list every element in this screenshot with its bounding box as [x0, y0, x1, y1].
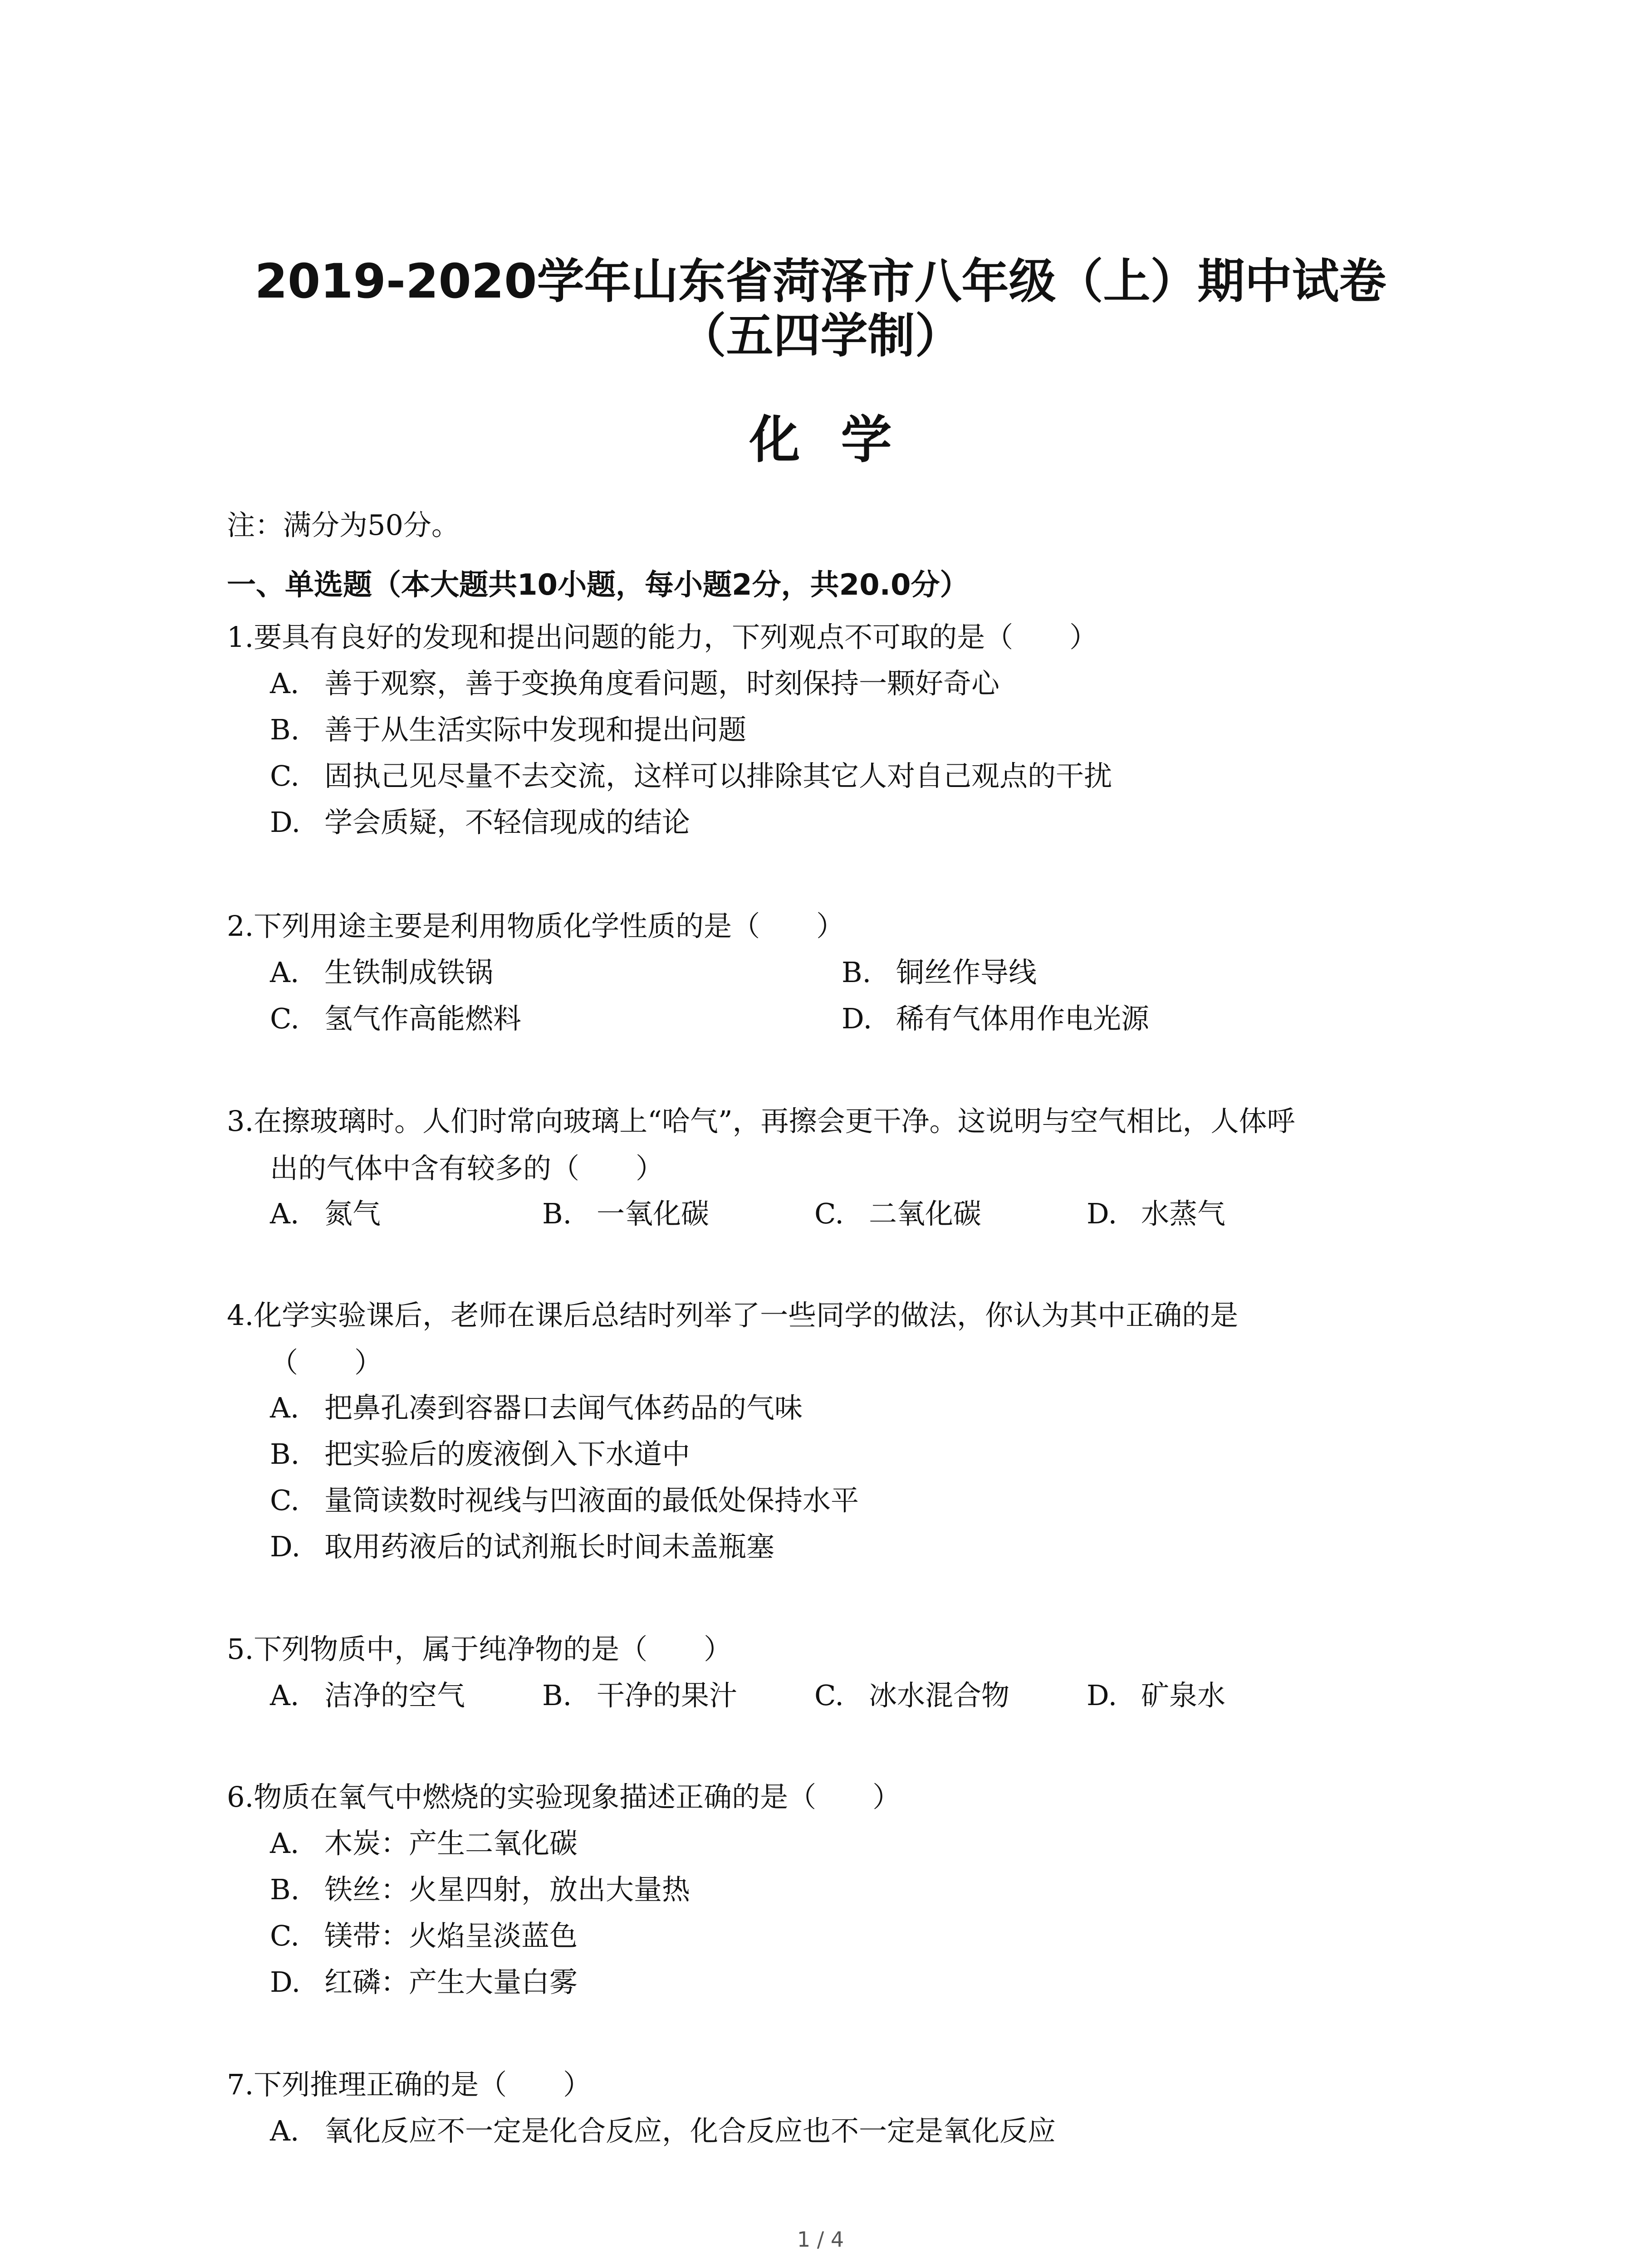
option-text: 生铁制成铁锅: [324, 956, 494, 989]
option-b: [270, 706, 746, 753]
option-text: 学会质疑，不轻信现成的结论: [324, 806, 691, 839]
option-letter: A.: [270, 1827, 299, 1860]
option-d: [270, 1523, 774, 1570]
question-number: 2.: [227, 909, 254, 943]
option-letter: B.: [270, 1437, 300, 1471]
option-letter: B.: [842, 956, 872, 989]
option-b: [270, 1866, 690, 1913]
option-a: [270, 1384, 803, 1432]
option-letter: B.: [542, 1679, 572, 1712]
exam-title-line2: （五四学制）: [679, 308, 962, 363]
option-b: [542, 1190, 709, 1237]
option-text: 固执己见尽量不去交流，这样可以排除其它人对自己观点的干扰: [324, 759, 1112, 792]
option-text: 一氧化碳: [597, 1197, 710, 1230]
option-text: 洁净的空气: [324, 1679, 465, 1712]
option-letter: C.: [814, 1679, 844, 1712]
option-text: 二氧化碳: [869, 1197, 982, 1230]
option-text: 善于从生活实际中发现和提出问题: [324, 713, 747, 746]
option-letter: D.: [270, 1530, 301, 1563]
option-c: [814, 1672, 1009, 1719]
option-text: 稀有气体用作电光源: [896, 1002, 1150, 1035]
option-a: [270, 1190, 381, 1237]
option-text: 镁带：火焰呈淡蓝色: [324, 1919, 578, 1952]
exam-title: 2019-2020学年山东省菏泽市八年级（上）期中试卷: [255, 254, 1386, 309]
option-letter: A.: [270, 1391, 299, 1424]
option-letter: C.: [270, 759, 299, 792]
score-note: 注：满分为50分。: [227, 508, 460, 542]
option-text: 氢气作高能燃料: [324, 1002, 522, 1035]
option-letter: D.: [270, 806, 301, 839]
option-text: 铜丝作导线: [896, 956, 1037, 989]
option-text: 冰水混合物: [869, 1679, 1010, 1712]
option-letter: D.: [270, 1965, 301, 1999]
option-letter: A.: [270, 956, 299, 989]
subject-title: 化学: [749, 411, 933, 469]
option-letter: A.: [270, 2114, 299, 2147]
option-text: 干净的果汁: [597, 1679, 738, 1712]
option-text: 红磷：产生大量白雾: [324, 1965, 578, 1999]
option-letter: B.: [542, 1197, 572, 1230]
option-b: [270, 1431, 690, 1478]
option-text: 把鼻孔凑到容器口去闻气体药品的气味: [324, 1391, 803, 1424]
option-letter: B.: [270, 1873, 300, 1906]
question-stem: 化学实验课后，老师在课后总结时列举了一些同学的做法，你认为其中正确的是: [254, 1299, 1239, 1332]
option-c: [270, 995, 521, 1042]
page-indicator: 1 / 4: [797, 2227, 844, 2252]
option-b: [542, 1672, 737, 1719]
option-letter: A.: [270, 1679, 299, 1712]
option-d: [270, 799, 690, 846]
option-text: 氮气: [324, 1197, 381, 1230]
question-stem: 物质在氧气中燃烧的实验现象描述正确的是（ ）: [254, 1780, 901, 1813]
question-stem: 下列物质中，属于纯净物的是（ ）: [254, 1633, 732, 1666]
option-a: [270, 2107, 1056, 2155]
option-letter: C.: [270, 1919, 299, 1952]
option-d: [1087, 1190, 1225, 1237]
question-number: 1.: [227, 621, 254, 654]
question-stem-line2: 出的气体中含有较多的（ ）: [270, 1152, 664, 1185]
option-text: 铁丝：火星四射，放出大量热: [324, 1873, 691, 1906]
option-d: [842, 995, 1149, 1042]
option-b: [842, 949, 1037, 996]
question-number: 7.: [227, 2068, 254, 2101]
option-text: 水蒸气: [1141, 1197, 1226, 1230]
question-number: 4.: [227, 1299, 254, 1332]
option-letter: C.: [270, 1002, 299, 1035]
option-d: [1087, 1672, 1225, 1719]
option-c: [270, 1477, 859, 1524]
option-text: 取用药液后的试剂瓶长时间未盖瓶塞: [324, 1530, 775, 1563]
option-c: [814, 1190, 981, 1237]
question-number: 6.: [227, 1780, 254, 1813]
question-number: 3.: [227, 1105, 254, 1138]
option-text: 矿泉水: [1141, 1679, 1226, 1712]
option-text: 氧化反应不一定是化合反应，化合反应也不一定是氧化反应: [324, 2114, 1056, 2147]
option-text: 善于观察，善于变换角度看问题，时刻保持一颗好奇心: [324, 667, 1000, 700]
option-a: [270, 1820, 578, 1867]
question-stem: 在擦玻璃时。人们时常向玻璃上“哈气”，再擦会更干净。这说明与空气相比，人体呼: [254, 1105, 1295, 1138]
option-c: [270, 1912, 578, 1960]
option-a: [270, 949, 493, 996]
section-heading: 一、单选题（本大题共10小题，每小题2分，共20.0分）: [227, 568, 969, 602]
option-letter: C.: [814, 1197, 844, 1230]
option-text: 量筒读数时视线与凹液面的最低处保持水平: [324, 1484, 859, 1517]
option-d: [270, 1959, 578, 2006]
option-letter: D.: [1087, 1679, 1117, 1712]
option-text: 木炭：产生二氧化碳: [324, 1827, 578, 1860]
option-text: 把实验后的废液倒入下水道中: [324, 1437, 691, 1471]
option-a: [270, 1672, 465, 1719]
option-c: [270, 753, 1112, 800]
question-stem: 下列推理正确的是（ ）: [254, 2068, 592, 2101]
option-letter: B.: [270, 713, 300, 746]
question-number: 5.: [227, 1633, 254, 1666]
option-letter: A.: [270, 667, 299, 700]
option-a: [270, 660, 999, 707]
question-stem: 要具有良好的发现和提出问题的能力，下列观点不可取的是（ ）: [254, 621, 1098, 654]
option-letter: A.: [270, 1197, 299, 1230]
option-letter: D.: [842, 1002, 872, 1035]
question-stem-line2: （ ）: [270, 1346, 383, 1379]
option-letter: C.: [270, 1484, 299, 1517]
option-letter: D.: [1087, 1197, 1117, 1230]
question-stem: 下列用途主要是利用物质化学性质的是（ ）: [254, 909, 845, 943]
